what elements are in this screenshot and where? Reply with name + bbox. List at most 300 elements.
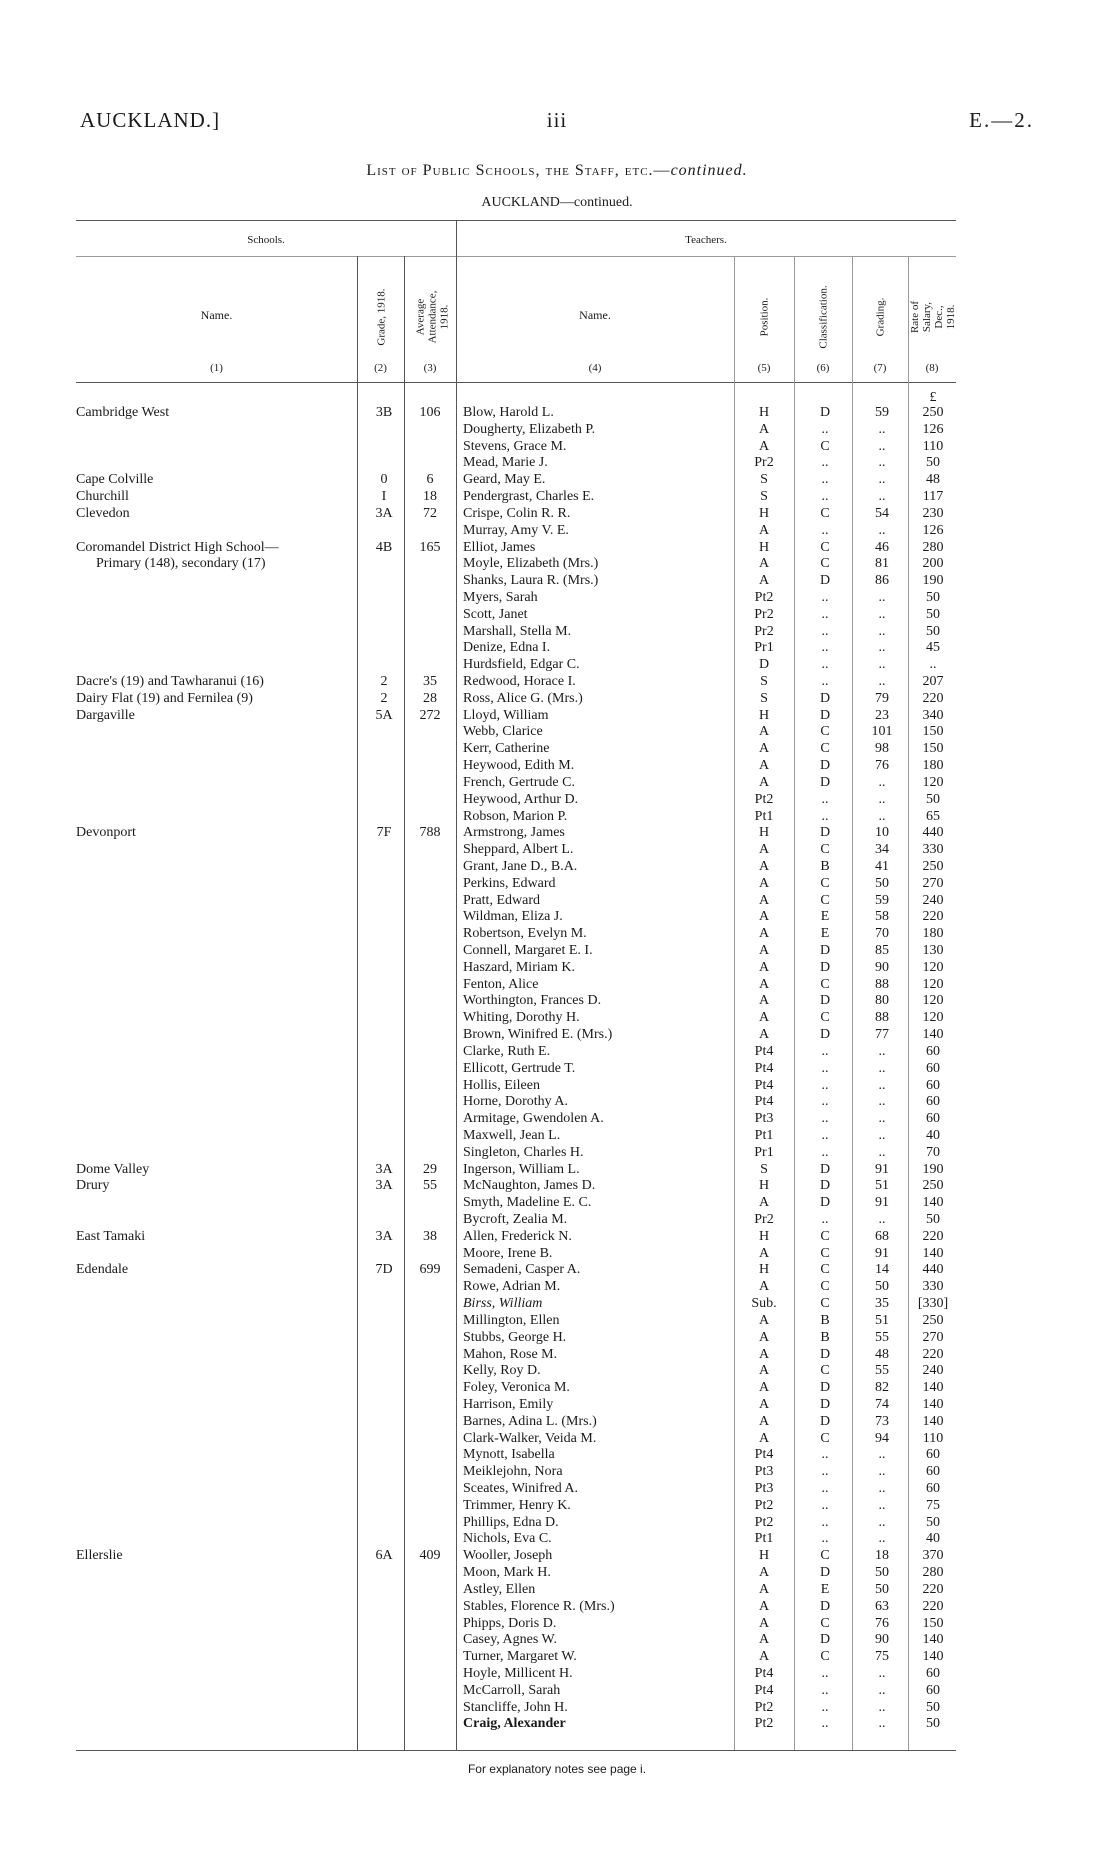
table-row [0,842,1114,859]
teacher-name: Semadeni, Casper A. [463,1262,581,1278]
teacher-name: Haszard, Miriam K. [463,959,575,975]
teacher-grading: 90 [875,1632,889,1648]
teacher-salary: 50 [926,1716,940,1732]
school-grade: 7F [376,825,392,841]
teacher-name: Crispe, Colin R. R. [463,505,571,521]
teacher-position: Pt2 [754,791,774,807]
table-row [0,960,1114,977]
teacher-classification: .. [821,455,829,471]
table-row [0,1431,1114,1448]
teacher-position: H [758,505,770,521]
teacher-grading: .. [878,674,886,689]
teacher-salary: 120 [922,976,944,992]
teacher-salary: 220 [922,690,944,706]
teacher-position: A [758,959,770,975]
teacher-name: Denize, Edna I. [463,640,551,656]
teacher-salary: 220 [922,1346,944,1362]
table-row [0,708,1114,725]
teacher-grading: 58 [875,909,889,925]
col-number: (4) [588,362,602,374]
teacher-salary: 150 [922,741,944,757]
table-row [0,1010,1114,1027]
table-row [0,1078,1114,1095]
teacher-salary: 50 [926,791,940,807]
teacher-salary: 120 [922,774,944,790]
teacher-classification: C [820,1262,830,1278]
teacher-classification: E [820,1581,830,1597]
teacher-position: A [758,909,770,925]
table-row [0,1481,1114,1498]
teacher-grading: 51 [875,1178,889,1194]
teacher-position: A [758,1632,770,1648]
table-row [0,1700,1114,1717]
school-attendance: 788 [419,825,441,841]
teacher-name: Mahon, Rose M. [463,1346,558,1362]
table-row [0,775,1114,792]
teacher-salary: 190 [922,573,944,589]
teacher-salary: 180 [922,758,944,774]
teacher-grading: 94 [875,1430,889,1446]
teacher-position: Pt4 [754,1447,774,1463]
teacher-classification: D [819,1027,831,1043]
teacher-grading: 50 [875,1581,889,1597]
teacher-name: Ross, Alice G. (Mrs.) [463,690,583,706]
page-number: iii [546,108,568,132]
school-name: Cambridge West [76,405,170,420]
teacher-classification: C [820,741,830,757]
teacher-name: Wildman, Eliza J. [463,909,563,925]
table-row [0,893,1114,910]
teacher-grading: 79 [875,690,889,706]
table-row [0,1128,1114,1145]
col-header-grading: Grading. [873,297,886,337]
table-row [0,523,1114,540]
table-row [0,1162,1114,1179]
teacher-position: A [758,1380,770,1396]
currency-symbol: £ [929,390,937,405]
teacher-grading: .. [878,1514,886,1530]
teacher-name: Hollis, Eileen [463,1077,540,1093]
teacher-salary: 330 [922,1279,944,1295]
teacher-position: A [758,1565,770,1581]
teacher-position: A [758,1346,770,1362]
teacher-name: Whiting, Dorothy H. [463,1010,580,1026]
teacher-position: A [758,875,770,891]
col-header-classification: Classification. [818,285,830,349]
school-grade: 3A [375,505,393,521]
table-row [0,1363,1114,1380]
title-main: List of Public Schools, the Staff, etc.— [366,162,671,179]
col-number: (2) [374,362,387,374]
teacher-grading: .. [878,1665,886,1681]
teacher-salary: 220 [922,1228,944,1244]
teacher-classification: .. [821,674,829,689]
teacher-position: Pr1 [754,1144,774,1160]
table-row [0,640,1114,657]
table-row [0,1531,1114,1548]
teacher-salary: 330 [922,842,944,858]
teacher-salary: 60 [926,1682,940,1698]
teacher-name: Myers, Sarah [463,589,538,605]
school-attendance: 55 [423,1178,437,1194]
teacher-position: A [758,842,770,858]
school-grade: I [381,489,387,505]
teacher-grading: .. [878,1043,886,1059]
table-row [0,1464,1114,1481]
table-row [0,741,1114,758]
table-row [0,1313,1114,1330]
teacher-position: A [758,1027,770,1043]
table-row [0,624,1114,641]
school-name: Dargaville [76,707,135,723]
school-grade: 5A [375,707,393,723]
teacher-salary: 280 [922,1565,944,1581]
table-row [0,1246,1114,1263]
teacher-position: A [758,993,770,1009]
teacher-salary: 60 [926,1481,940,1496]
teacher-name: French, Gertrude C. [463,774,575,790]
teacher-name: Connell, Margaret E. I. [463,943,593,958]
teacher-name: Grant, Jane D., B.A. [463,858,578,874]
table-row [0,405,1114,422]
teacher-position: A [758,1363,770,1379]
group-teachers: Teachers. [685,234,727,246]
teacher-name: Scott, Janet [463,606,528,622]
teacher-name: Stables, Florence R. (Mrs.) [463,1598,615,1614]
col-header-attendance: Average Attendance, 1918. [414,290,451,344]
teacher-salary: 190 [922,1161,944,1177]
teacher-salary: 50 [926,1212,940,1227]
teacher-grading: .. [878,1716,886,1732]
teacher-salary: 110 [922,438,944,454]
teacher-grading: 18 [875,1548,889,1564]
teacher-grading: 50 [875,875,889,891]
teacher-classification: C [820,1430,830,1446]
teacher-salary: 48 [926,472,940,488]
teacher-classification: C [820,1649,830,1665]
teacher-classification: .. [821,623,829,639]
teacher-classification: D [819,1195,831,1211]
teacher-classification: .. [821,1144,829,1160]
teacher-position: S [760,1161,768,1177]
teacher-salary: 120 [922,959,944,975]
teacher-grading: .. [878,1447,886,1463]
group-header-rule [76,256,956,257]
table-row [0,1296,1114,1313]
teacher-classification: D [819,959,831,975]
school-grade: 0 [380,472,388,488]
teacher-grading: .. [878,1127,886,1143]
teacher-name: Blow, Harold L. [463,405,554,420]
teacher-name: Harrison, Emily [463,1396,554,1412]
teacher-salary: [330] [917,1296,949,1312]
table-row [0,1094,1114,1111]
teacher-position: H [758,825,770,841]
teacher-classification: E [820,909,830,925]
table-row [0,724,1114,741]
teacher-name: Redwood, Horace I. [463,674,576,689]
teacher-classification: D [819,1565,831,1581]
teacher-classification: C [820,1615,830,1631]
school-name: Edendale [76,1262,129,1278]
teacher-name: Lloyd, William [463,707,549,723]
teacher-position: H [758,1548,770,1564]
teacher-name: Geard, May E. [463,472,546,488]
teacher-grading: 14 [875,1262,889,1278]
teacher-salary: 120 [922,1010,944,1026]
teacher-name: Pratt, Edward [463,892,540,908]
school-attendance: 409 [419,1548,441,1564]
teacher-position: Pt2 [754,1716,774,1732]
teacher-salary: 440 [922,1262,944,1278]
teacher-salary: 75 [926,1497,940,1513]
teacher-classification: D [819,1396,831,1412]
teacher-salary: 250 [922,858,944,874]
teacher-grading: .. [878,421,886,437]
table-row [0,1347,1114,1364]
school-grade: 3A [375,1161,393,1177]
teacher-name: Pendergrast, Charles E. [463,489,595,505]
teacher-position: A [758,522,770,538]
teacher-position: A [758,1245,770,1261]
teacher-classification: D [819,573,831,589]
table-row [0,439,1114,456]
table-row [0,792,1114,809]
table-row [0,472,1114,489]
teacher-salary: 140 [922,1649,944,1665]
school-grade: 3A [375,1228,393,1244]
teacher-name: McNaughton, James D. [463,1178,596,1194]
teacher-classification: D [819,774,831,790]
table-row [0,1397,1114,1414]
school-grade: 3A [375,1178,393,1194]
teacher-name: Meiklejohn, Nora [463,1464,563,1480]
teacher-position: Pt3 [754,1464,774,1480]
teacher-name: Barnes, Adina L. (Mrs.) [463,1413,597,1429]
teacher-classification: D [819,707,831,723]
teacher-name: Moore, Irene B. [463,1245,553,1261]
teacher-name: Nichols, Eva C. [463,1531,552,1547]
school-grade: 2 [380,690,388,706]
table-row [0,977,1114,994]
table-bottom-rule [76,1750,956,1751]
teacher-name: Webb, Clarice [463,724,543,740]
teacher-classification: .. [821,1212,829,1227]
table-row [0,1061,1114,1078]
teacher-classification: C [820,556,830,572]
teacher-salary: 150 [922,1615,944,1631]
teacher-grading: 41 [875,858,889,874]
school-grade: 6A [375,1548,393,1564]
teacher-name: Fenton, Alice [463,976,539,992]
teacher-salary: 250 [922,1178,944,1194]
teacher-grading: .. [878,774,886,790]
table-row [0,1716,1114,1733]
teacher-name: Phipps, Doris D. [463,1615,557,1631]
teacher-position: Sub. [751,1296,777,1312]
teacher-salary: 50 [926,606,940,622]
teacher-classification: C [820,1296,830,1312]
teacher-name: Birss, William [463,1296,543,1312]
teacher-grading: 59 [875,892,889,908]
teacher-salary: 60 [926,1060,940,1076]
teacher-classification: C [820,1363,830,1379]
school-attendance: 106 [419,405,441,420]
teacher-position: A [758,1329,770,1345]
teacher-name: Foley, Veronica M. [463,1380,570,1396]
teacher-classification: C [820,1010,830,1026]
teacher-classification: D [819,993,831,1009]
table-row [0,1279,1114,1296]
title-continued: continued. [670,162,748,179]
teacher-position: Pr2 [754,1212,774,1227]
teacher-salary: 60 [926,1665,940,1681]
teacher-grading: 23 [875,707,889,723]
teacher-position: A [758,774,770,790]
teacher-salary: .. [929,657,937,673]
teacher-salary: 240 [922,1363,944,1379]
teacher-name: Clark-Walker, Veida M. [463,1430,597,1446]
teacher-classification: .. [821,606,829,622]
teacher-salary: 207 [922,674,944,689]
teacher-grading: 88 [875,976,889,992]
table-row [0,758,1114,775]
running-head-right: E.—2. [969,108,1034,132]
page-title [0,162,1114,180]
teacher-classification: .. [821,489,829,505]
teacher-grading: 101 [871,724,893,740]
teacher-classification: C [820,724,830,740]
col-number: (6) [816,362,830,374]
teacher-position: A [758,1649,770,1665]
teacher-name: Stevens, Grace M. [463,438,567,454]
teacher-classification: D [819,405,831,420]
teacher-salary: 250 [922,1312,944,1328]
school-attendance: 72 [423,505,437,521]
school-attendance: 29 [423,1161,437,1177]
teacher-name: Rowe, Adrian M. [463,1279,561,1295]
table-row [0,1111,1114,1128]
teacher-grading: .. [878,640,886,656]
teacher-name: Turner, Margaret W. [463,1649,577,1665]
teacher-position: A [758,573,770,589]
school-name: Dome Valley [76,1161,150,1177]
teacher-classification: D [819,1632,831,1648]
teacher-grading: 81 [875,556,889,572]
teacher-salary: 60 [926,1094,940,1110]
teacher-position: D [758,657,770,673]
teacher-position: Pt1 [754,1531,774,1547]
teacher-salary: 440 [922,825,944,841]
teacher-position: Pt4 [754,1077,774,1093]
teacher-salary: 60 [926,1447,940,1463]
teacher-position: A [758,892,770,908]
teacher-classification: C [820,1279,830,1295]
teacher-name: Allen, Frederick N. [463,1228,572,1244]
teacher-classification: D [819,1346,831,1362]
teacher-classification: .. [821,1665,829,1681]
table-row [0,1380,1114,1397]
teacher-grading: .. [878,1144,886,1160]
teacher-position: Pt4 [754,1665,774,1681]
teacher-name: Ingerson, William L. [463,1161,580,1177]
school-grade: 2 [380,674,388,689]
teacher-grading: .. [878,657,886,673]
teacher-classification: .. [821,791,829,807]
col-header-school-name: Name. [200,308,233,322]
teacher-grading: 77 [875,1027,889,1043]
teacher-position: A [758,1615,770,1631]
teacher-position: Pt4 [754,1043,774,1059]
teacher-grading: 50 [875,1279,889,1295]
teacher-position: H [758,1262,770,1278]
table-row [0,1262,1114,1279]
teacher-position: H [758,707,770,723]
school-grade: 7D [375,1262,393,1278]
table-row [0,540,1114,557]
teacher-salary: 140 [922,1195,944,1211]
table-row [0,1515,1114,1532]
table-row [0,422,1114,439]
teacher-grading: 48 [875,1346,889,1362]
table-row [0,1498,1114,1515]
school-name: Ellerslie [76,1548,123,1564]
teacher-grading: 88 [875,1010,889,1026]
teacher-name: Heywood, Edith M. [463,758,575,774]
teacher-classification: .. [821,472,829,488]
teacher-salary: 70 [926,1144,940,1160]
teacher-position: A [758,438,770,454]
teacher-classification: C [820,976,830,992]
teacher-classification: C [820,539,830,555]
teacher-grading: .. [878,489,886,505]
school-name: Dairy Flat (19) and Fernilea (9) [76,690,253,706]
teacher-classification: .. [821,1682,829,1698]
teacher-name: Trimmer, Henry K. [463,1497,571,1513]
teacher-grading: .. [878,438,886,454]
teacher-grading: 86 [875,573,889,589]
table-row [0,1330,1114,1347]
table-row [0,657,1114,674]
teacher-name: Brown, Winifred E. (Mrs.) [463,1027,613,1043]
teacher-grading: 68 [875,1228,889,1244]
teacher-classification: .. [821,640,829,656]
teacher-salary: 40 [926,1127,940,1143]
teacher-name: Horne, Dorothy A. [463,1094,568,1110]
teacher-grading: 46 [875,539,889,555]
teacher-salary: 45 [926,640,940,656]
teacher-grading: 34 [875,842,889,858]
table-row [0,876,1114,893]
teacher-classification: .. [821,421,829,437]
teacher-position: Pt4 [754,1682,774,1698]
col-header-position: Position. [757,297,770,337]
table-row [0,825,1114,842]
teacher-position: A [758,943,770,958]
teacher-salary: 280 [922,539,944,555]
school-name: Primary (148), secondary (17) [96,556,266,572]
teacher-classification: .. [821,657,829,673]
table-row [0,1632,1114,1649]
teacher-grading: 55 [875,1363,889,1379]
col-number: (8) [925,362,939,374]
col-header-grade: Grade, 1918. [376,288,388,346]
table-row [0,943,1114,960]
table-row [0,691,1114,708]
teacher-grading: 50 [875,1565,889,1581]
staff-table-body [0,405,1114,1733]
teacher-salary: 270 [922,1329,944,1345]
